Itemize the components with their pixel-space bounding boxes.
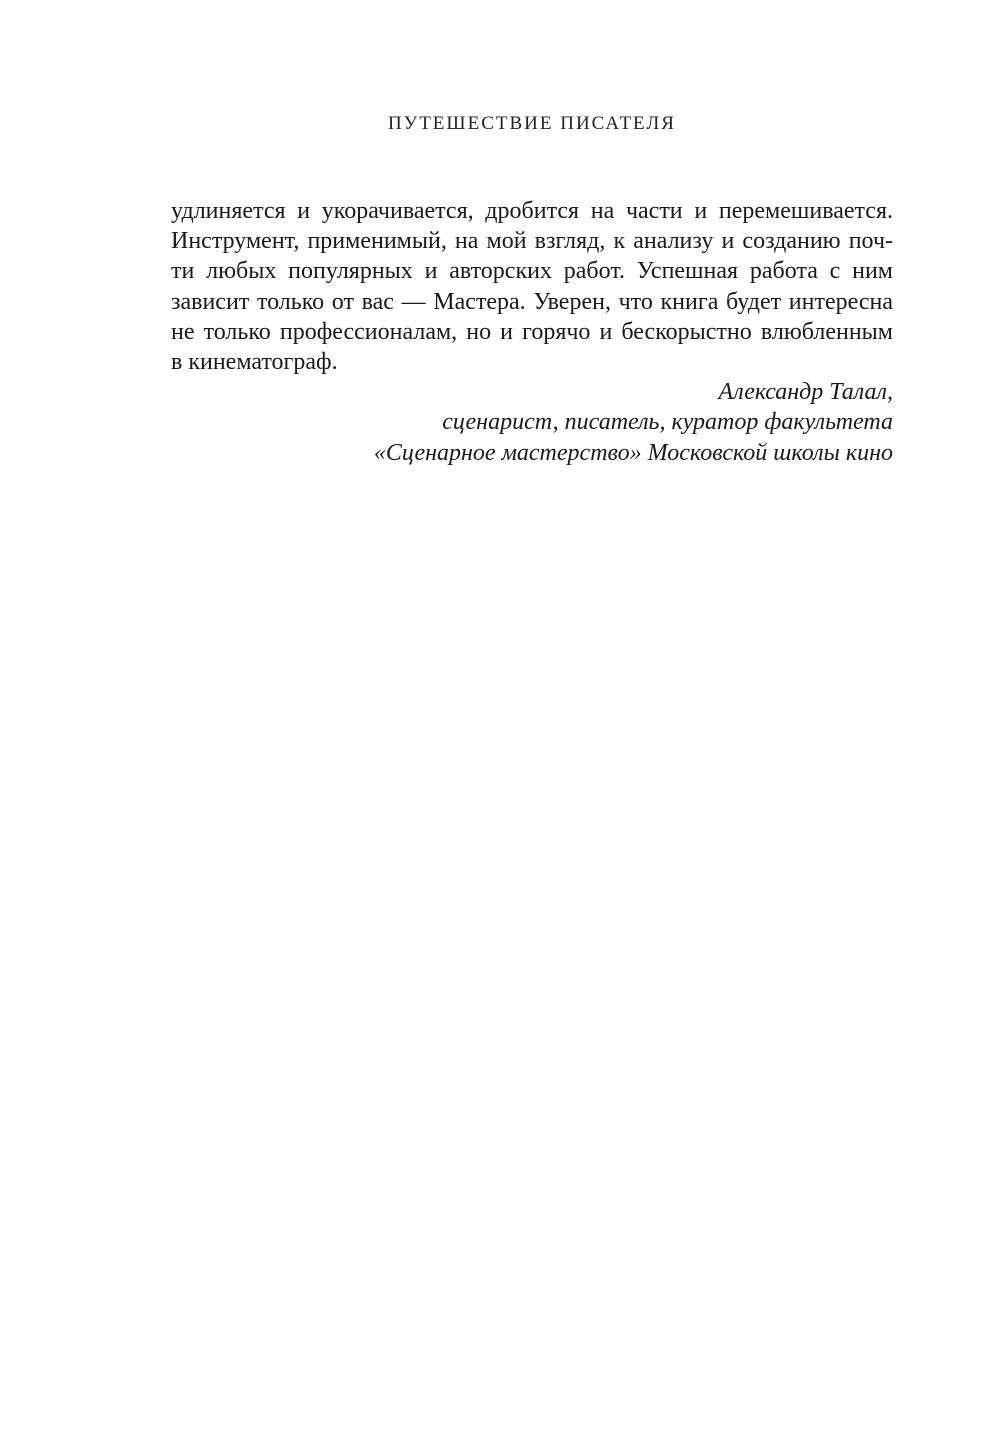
paragraph-line: не только профессионалам, но и горячо и бескорыстно влюбленным (171, 318, 893, 345)
body-paragraph (171, 196, 893, 377)
signature-role: сценарист, писатель, куратор факультета (442, 409, 893, 436)
running-head-title: ПУТЕШЕСТВИЕ ПИСАТЕЛЯ (388, 113, 676, 134)
paragraph-line: ти любых популярных и авторских работ. Успешная работа с ним (171, 258, 893, 285)
signature-affiliation: «Сценарное мастерство» Московской школы кино (373, 439, 893, 466)
signature-name: Александр Талал, (718, 379, 893, 406)
paragraph-line: в кинематограф. (171, 349, 338, 376)
paragraph-line: удлиняется и укорачивается, дробится на части и перемешивается. (171, 198, 893, 224)
paragraph-line: Инструмент, применимый, на мой взгляд, к анализу и созданию поч- (171, 228, 893, 255)
paragraph-line: зависит только от вас — Мастера. Уверен, что книга будет интересна (171, 288, 893, 315)
main-text-block (171, 196, 893, 468)
signature-block (171, 377, 893, 468)
